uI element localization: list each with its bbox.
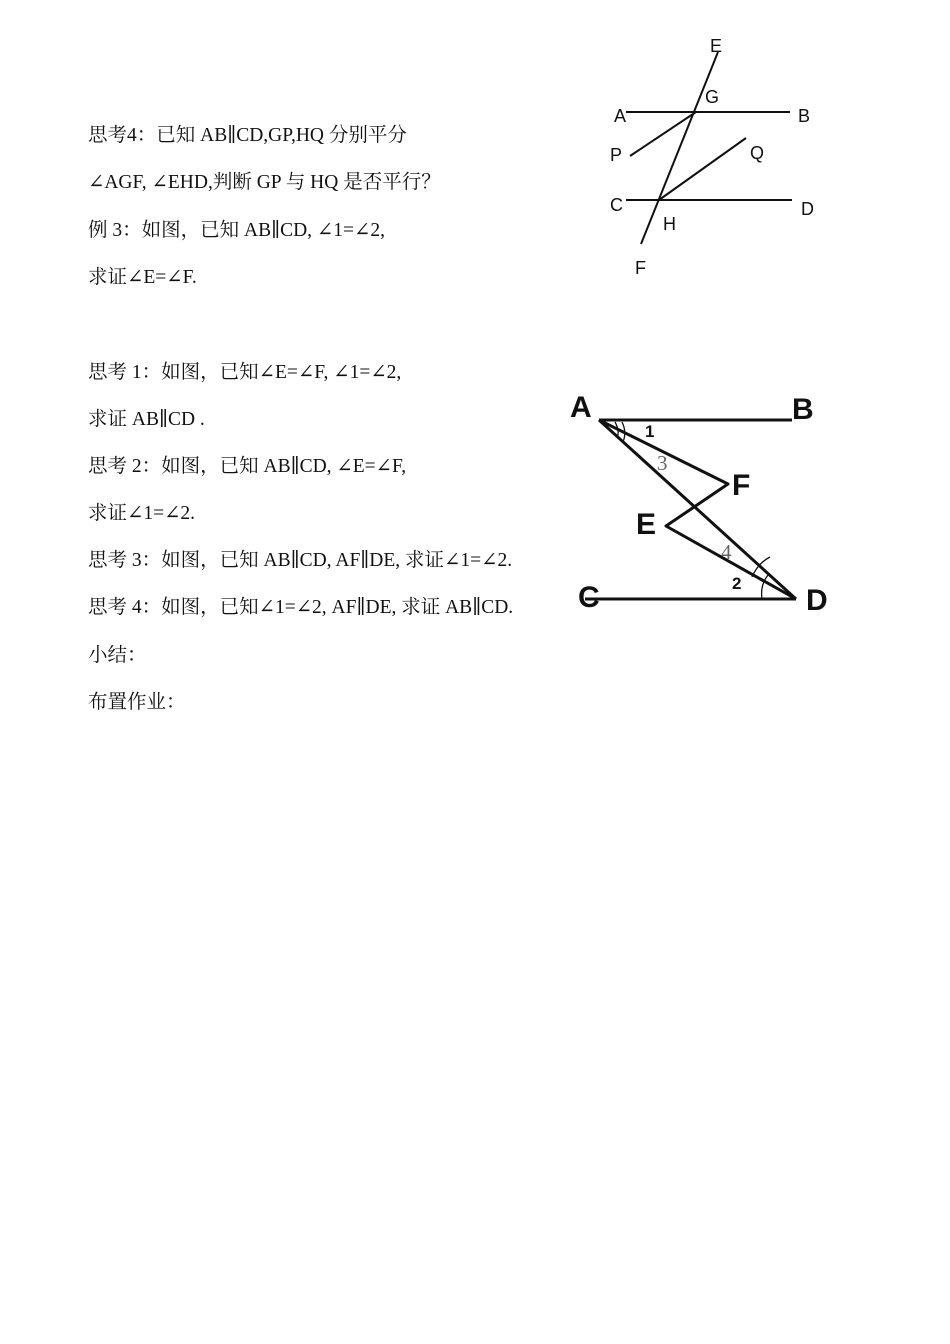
label-a: A — [614, 106, 627, 126]
figure-z-shape — [570, 385, 840, 625]
label-a: A — [570, 391, 592, 424]
summary-heading: 小结： — [88, 645, 147, 666]
transversal-ef — [641, 52, 718, 244]
homework-heading: 布置作业： — [88, 692, 186, 713]
figure-parallel-transversal — [600, 30, 830, 280]
label-b: B — [798, 106, 811, 126]
example3-line-1: 例 3：如图，已知 AB∥CD, ∠1=∠2, — [88, 220, 385, 241]
label-b: B — [792, 393, 814, 426]
label-angle-1: 1 — [645, 422, 655, 441]
think4-line-2: ∠AGF, ∠EHD,判断 GP 与 HQ 是否平行？ — [88, 172, 441, 193]
label-e: E — [710, 36, 723, 56]
label-d: D — [801, 199, 814, 219]
segment-ad — [599, 420, 796, 599]
think2-line-1: 思考 2：如图，已知 AB∥CD, ∠E=∠F, — [88, 456, 407, 477]
label-q: Q — [750, 143, 765, 163]
think1-line-2: 求证 AB∥CD . — [88, 409, 205, 430]
label-c: C — [578, 581, 600, 614]
think1-line-1: 思考 1：如图，已知∠E=∠F, ∠1=∠2, — [88, 362, 402, 383]
label-e: E — [636, 508, 657, 541]
label-c: C — [610, 195, 623, 215]
label-angle-3: 3 — [657, 451, 668, 475]
think3-line: 思考 3：如图，已知 AB∥CD, AF∥DE, 求证∠1=∠2. — [88, 550, 513, 571]
label-d: D — [806, 584, 828, 617]
label-f: F — [635, 258, 646, 278]
label-g: G — [705, 87, 720, 107]
label-p: P — [610, 145, 623, 165]
example3-line-2: 求证∠E=∠F. — [88, 267, 197, 288]
label-h: H — [663, 214, 676, 234]
think2-line-2: 求证∠1=∠2. — [88, 503, 196, 524]
label-angle-4: 4 — [721, 540, 732, 564]
think4b-line: 思考 4：如图，已知∠1=∠2, AF∥DE, 求证 AB∥CD. — [88, 597, 514, 618]
label-angle-2: 2 — [732, 574, 742, 593]
think4-line-1: 思考4：已知 AB∥CD,GP,HQ 分别平分 — [88, 125, 407, 146]
label-f: F — [732, 469, 751, 502]
